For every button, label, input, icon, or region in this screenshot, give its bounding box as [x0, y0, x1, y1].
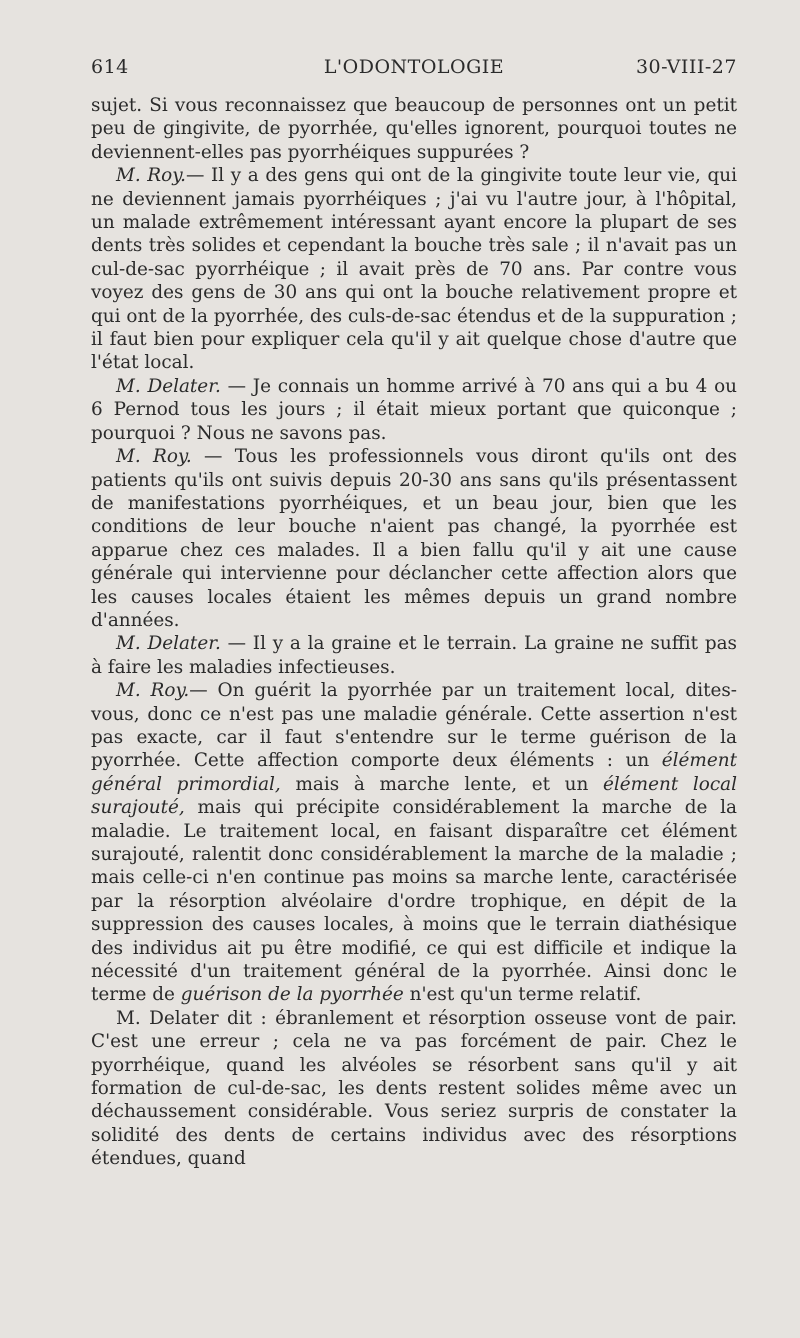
speaker-name: M. Roy. [116, 446, 192, 468]
paragraph: M. Delater. — Je connais un homme arrivé à 70 ans qui a bu 4 ou 6 Pernod tous les jours ; il était mieux portant que quiconque ; pourquoi ? Nous ne savons pas. [91, 375, 737, 444]
issue-date: 30-VIII-27 [635, 56, 737, 78]
emphasis: guérison de la pyorrhée [180, 984, 404, 1006]
speaker-name: M. Roy. [116, 680, 190, 702]
speaker-name: M. Roy. [116, 165, 186, 187]
paragraph: M. Delater. — Il y a la graine et le terrain. La graine ne suffit pas à faire les maladies infectieuses. [91, 633, 737, 678]
page-body [91, 94, 737, 1171]
paragraph: M. Roy.— Il y a des gens qui ont de la gingivite toute leur vie, qui ne deviennent jamais pyorrhéiques ; j'ai vu l'autre jour, à l'hôpital, un malade extrêmement intéressant ayant encore la plupart de ses dents très solides et cependant la bouche très sale ; il n'avait pas un cul-de-sac pyorrhéique ; il avait près de 70 ans. Par contre vous voyez des gens de 30 ans qui ont la bouche relativement propre et qui ont de la pyorrhée, des culs-de-sac étendus et de la suppuration ; il faut bien pour expliquer cela qu'il y ait quelque chose d'autre que l'état local. [91, 165, 737, 374]
paragraph: M. Delater dit : ébranlement et résorption osseuse vont de pair. C'est une erreur ; cela ne va pas forcément de pair. Chez le pyorrhéique, quand les alvéoles se résorbent sans qu'il y ait formation de cul-de-sac, les dents restent solides même avec un déchaussement considérable. Vous seriez surpris de constater la solidité des dents de certains individus avec des résorptions étendues, quand [91, 1007, 737, 1170]
paragraph: M. Roy.— On guérit la pyorrhée par un traitement local, dites-vous, donc ce n'est pas une maladie générale. Cette assertion n'est pas exacte, car il faut s'entendre sur le terme guérison de la pyorrhée. Cette affection comporte deux éléments : un élément général primordial, mais à marche lente, et un élément local surajouté, mais qui précipite considérablement la marche de la maladie. Le traitement local, en faisant disparaître cet élément surajouté, ralentit donc considérablement la marche de la maladie ; mais celle-ci n'en continue pas moins sa marche lente, caractérisée par la résorption alvéolaire d'ordre trophique, en dépit de la suppression des causes locales, à moins que le terrain diathésique des individus ait pu être modifié, ce qui est difficile et indique la nécessité d'un traitement général de la pyorrhée. Ainsi donc le terme de guérison de la pyorrhée n'est qu'un terme relatif. [91, 680, 737, 1006]
speaker-name: M. Delater. [116, 375, 221, 397]
speaker-name: M. Delater. [116, 633, 221, 655]
page-number: 614 [91, 56, 129, 78]
running-header [91, 56, 737, 86]
paragraph: sujet. Si vous reconnaissez que beaucoup de personnes ont un petit peu de gingivite, de pyorrhée, qu'elles ignorent, pourquoi toutes ne deviennent-elles pas pyorrhéiques suppurées ? [91, 95, 737, 163]
journal-title: L'ODONTOLOGIE [323, 56, 505, 78]
paragraph: M. Roy. — Tous les professionnels vous diront qu'ils ont des patients qu'ils ont suivis depuis 20-30 ans sans qu'ils présentassent de manifestations pyorrhéiques, et un beau jour, bien que les conditions de leur bouche n'aient pas changé, la pyorrhée est apparue chez ces malades. Il a bien fallu qu'il y ait une cause générale qui intervienne pour déclancher cette affection alors que les causes locales étaient les mêmes depuis un grand nombre d'années. [91, 446, 737, 631]
emphasis: élément local surajouté, [91, 773, 737, 819]
emphasis: élément général primordial, [91, 750, 737, 795]
